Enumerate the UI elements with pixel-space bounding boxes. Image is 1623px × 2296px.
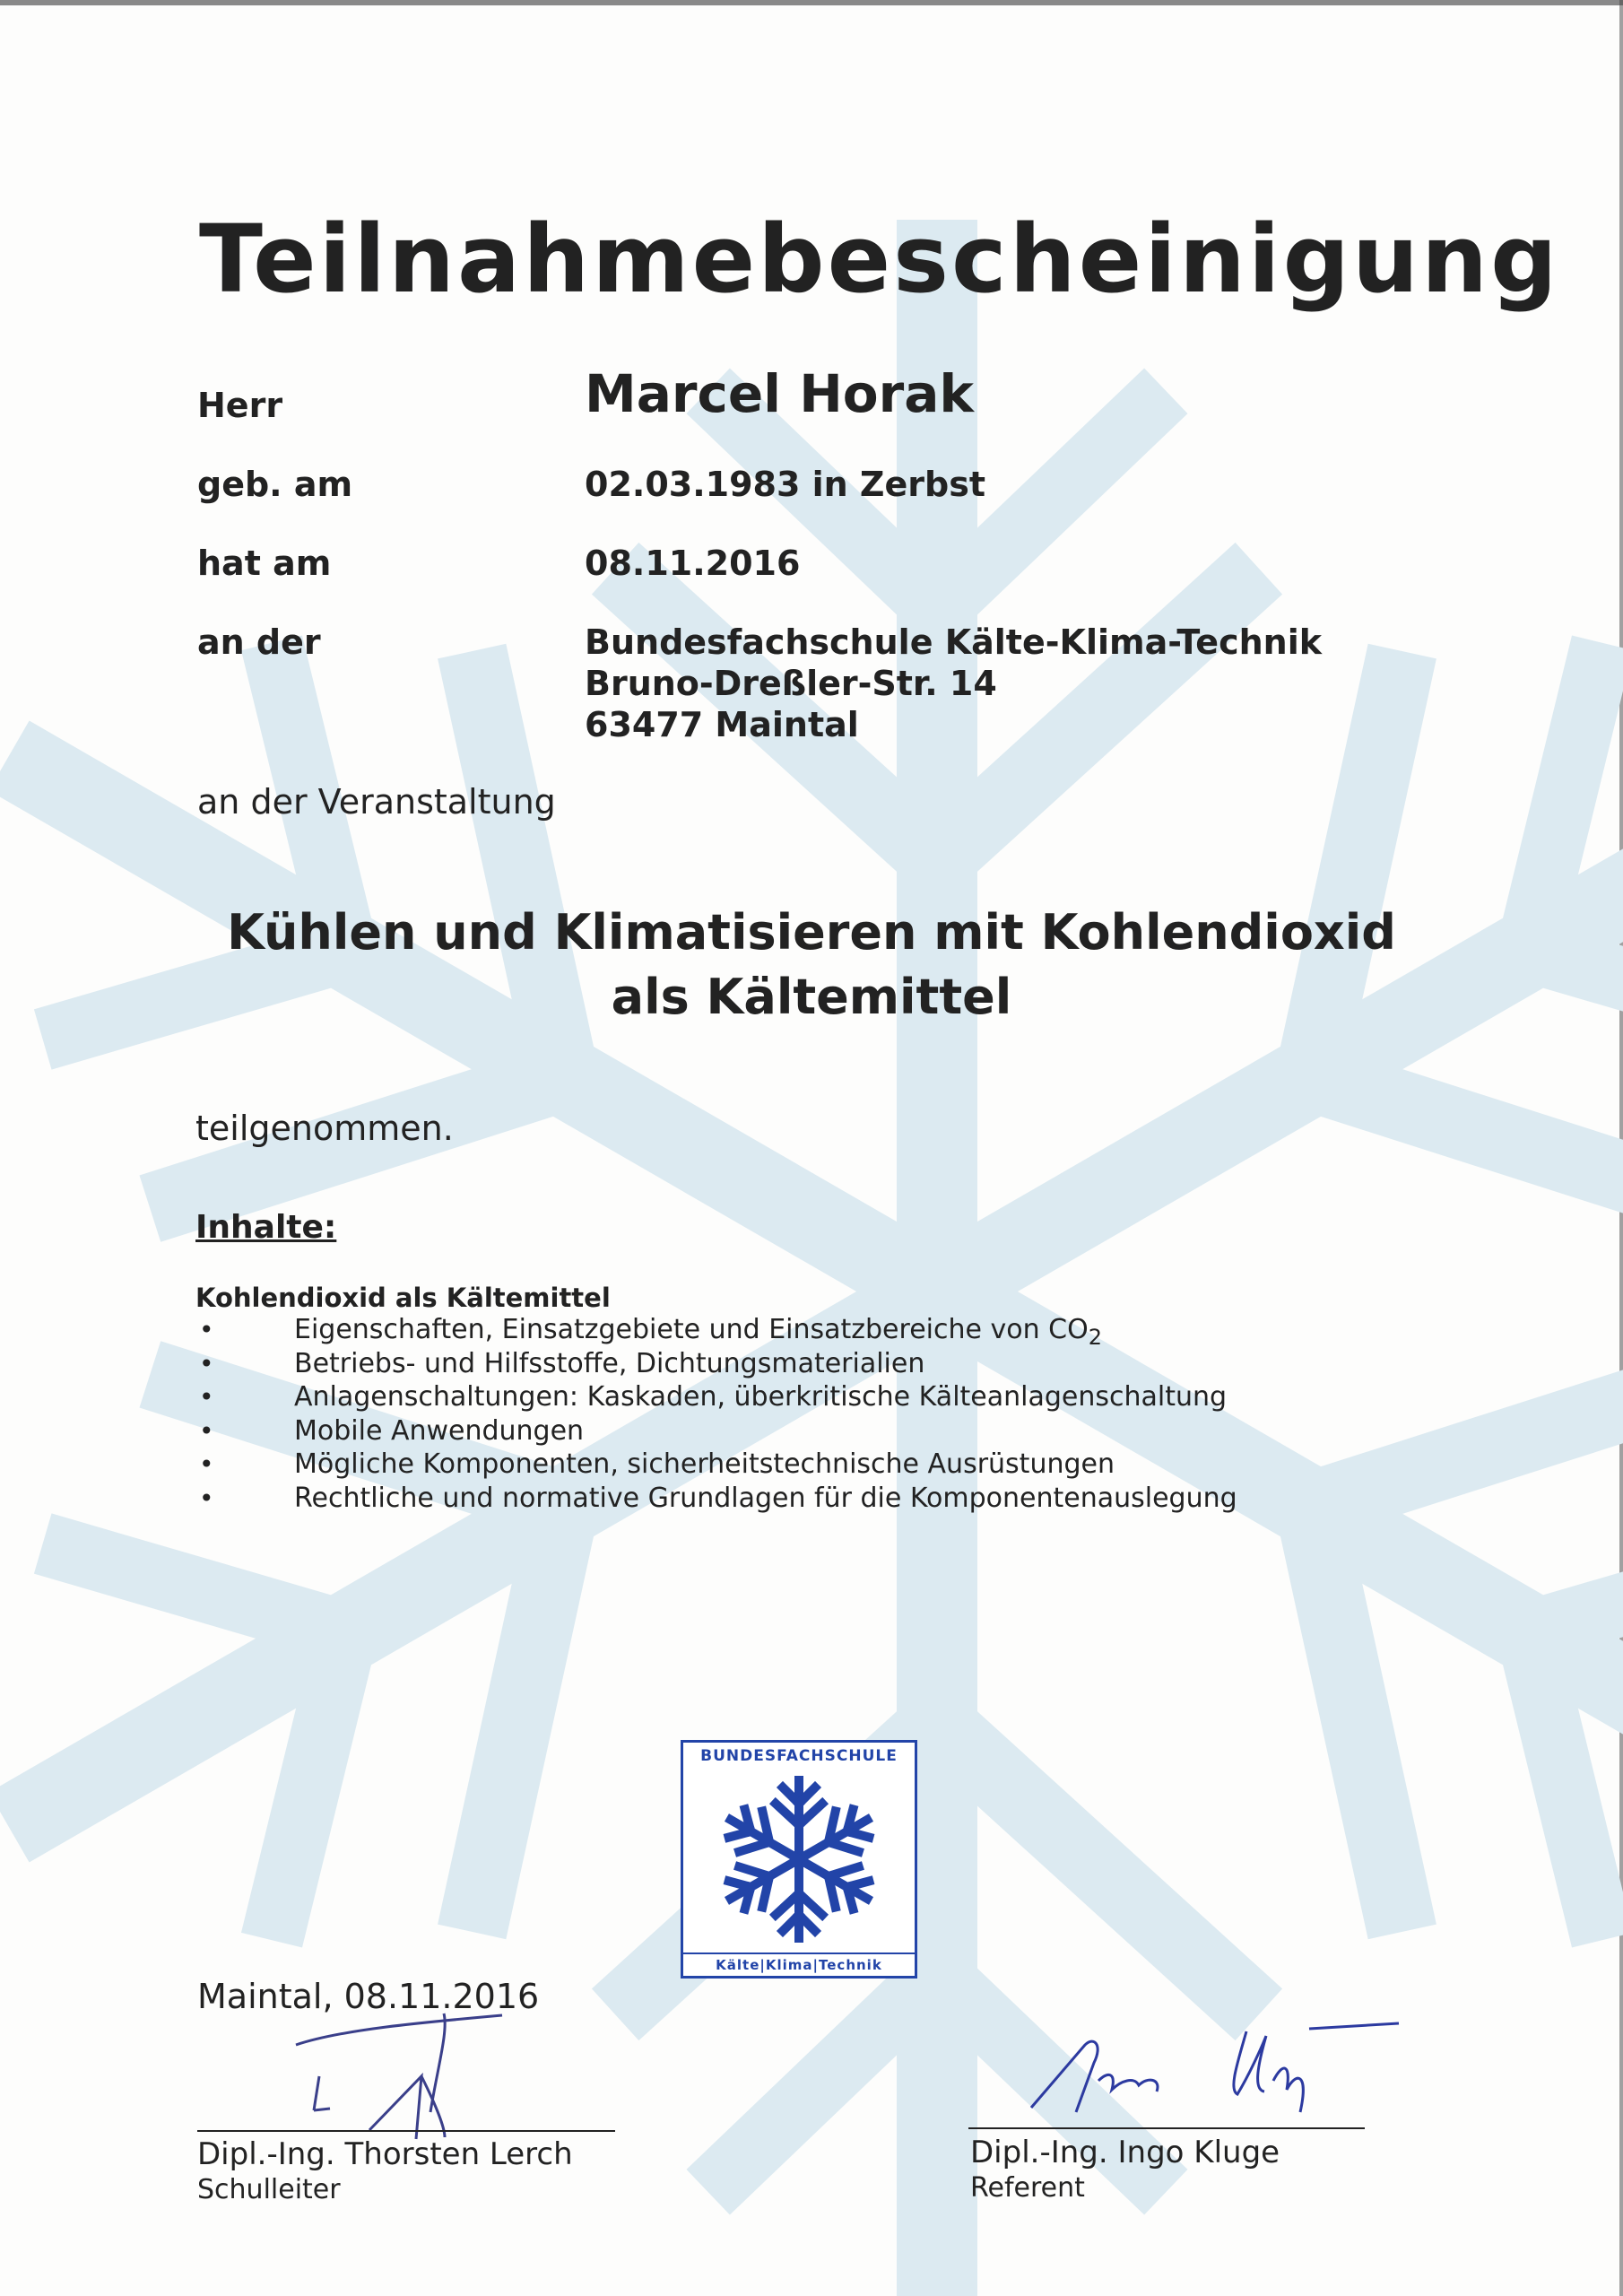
place-date: Maintal, 08.11.2016 xyxy=(197,1977,540,2016)
stamp-top-text: BUNDESFACHSCHULE xyxy=(700,1747,898,1765)
certificate-title: Teilnahmebescheinigung xyxy=(199,204,1560,314)
list-item xyxy=(195,1448,1237,1482)
label-location: an der xyxy=(197,622,321,662)
list-item xyxy=(195,1482,1237,1516)
list-item-text: Rechtliche und normative Grundlagen für die Komponentenauslegung xyxy=(294,1482,1237,1514)
contents-subheading: Kohlendioxid als Kältemittel xyxy=(195,1283,611,1313)
school-name: Bundesfachschule Kälte-Klima-Technik xyxy=(585,622,1323,662)
participant-name: Marcel Horak xyxy=(585,363,974,424)
list-item-text: Mobile Anwendungen xyxy=(294,1414,585,1447)
event-date: 08.11.2016 xyxy=(585,544,801,583)
signatory-name-left: Dipl.-Ing. Thorsten Lerch xyxy=(197,2136,573,2172)
school-stamp xyxy=(681,1740,917,1979)
school-city: 63477 Maintal xyxy=(585,705,859,744)
event-title-line-1: Kühlen und Klimatisieren mit Kohlendioxid xyxy=(227,904,1396,961)
event-intro: an der Veranstaltung xyxy=(197,782,556,822)
event-title-line-2: als Kältemittel xyxy=(611,969,1012,1025)
co2-subscript: 2 xyxy=(1088,1325,1102,1350)
birth-date-place: 02.03.1983 in Zerbst xyxy=(585,465,985,504)
label-birth: geb. am xyxy=(197,465,353,504)
label-salutation: Herr xyxy=(197,386,283,425)
signatory-name-right: Dipl.-Ing. Ingo Kluge xyxy=(970,2135,1280,2170)
stamp-bottom-text: Kälte|Klima|Technik xyxy=(683,1952,915,1976)
signatory-role-right: Referent xyxy=(970,2172,1085,2204)
list-item-text: Eigenschaften, Einsatzgebiete und Einsatzbereiche von CO xyxy=(294,1314,1089,1345)
list-item xyxy=(195,1347,1237,1381)
list-item xyxy=(195,1380,1237,1414)
label-date: hat am xyxy=(197,544,332,583)
stamp-snowflake-icon xyxy=(705,1770,893,1949)
list-item-text: Betriebs- und Hilfsstoffe, Dichtungsmaterialien xyxy=(294,1347,925,1379)
school-street: Bruno-Dreßler-Str. 14 xyxy=(585,664,997,703)
participated-text: teilgenommen. xyxy=(195,1109,454,1148)
signature-line-left xyxy=(197,2130,615,2132)
list-item xyxy=(195,1414,1237,1448)
signature-line-right xyxy=(968,2127,1365,2129)
signature-lerch-icon xyxy=(287,2005,520,2148)
signature-kluge-icon xyxy=(1013,2009,1417,2126)
list-item xyxy=(195,1313,1237,1350)
contents-list xyxy=(195,1313,1237,1515)
list-item-text: Mögliche Komponenten, sicherheitstechnische Ausrüstungen xyxy=(294,1448,1115,1480)
signatory-role-left: Schulleiter xyxy=(197,2174,341,2205)
contents-heading: Inhalte: xyxy=(195,1209,337,1246)
list-item-text: Anlagenschaltungen: Kaskaden, überkritische Kälteanlagenschaltung xyxy=(294,1381,1228,1413)
